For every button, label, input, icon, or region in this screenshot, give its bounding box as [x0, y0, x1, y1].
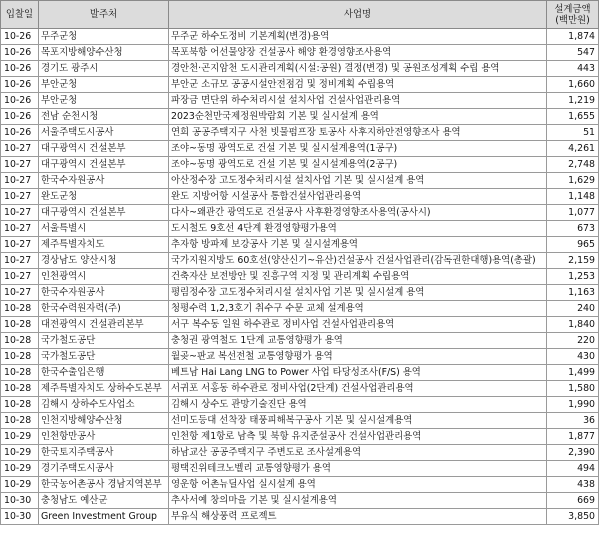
cell-amount: 438: [547, 477, 599, 493]
cell-project: 경안천·곤지암천 도시관리계획(시설:공원) 결정(변경) 및 공원조성계획 수립 용역: [169, 61, 547, 77]
cell-date: 10-26: [1, 125, 39, 141]
cell-amount: 1,219: [547, 93, 599, 109]
cell-amount: 36: [547, 413, 599, 429]
table-row: [1, 381, 599, 397]
cell-project: 부유식 해상풍력 프로젝트: [169, 509, 547, 525]
cell-date: 10-27: [1, 253, 39, 269]
cell-org: 부안군청: [39, 77, 169, 93]
header-project: 사업명: [169, 1, 547, 29]
cell-org: 대구광역시 건설본부: [39, 141, 169, 157]
cell-org: 한국수자원공사: [39, 285, 169, 301]
cell-amount: 1,148: [547, 189, 599, 205]
cell-amount: 220: [547, 333, 599, 349]
cell-date: 10-30: [1, 493, 39, 509]
cell-project: 추사서예 창의마을 기본 및 실시설계용역: [169, 493, 547, 509]
cell-date: 10-27: [1, 269, 39, 285]
cell-project: 파장금 면단위 하수처리시설 설치사업 건설사업관리용역: [169, 93, 547, 109]
cell-org: 부안군청: [39, 93, 169, 109]
cell-amount: 51: [547, 125, 599, 141]
cell-date: 10-30: [1, 509, 39, 525]
table-row: [1, 109, 599, 125]
cell-date: 10-26: [1, 109, 39, 125]
table-row: [1, 429, 599, 445]
cell-project: 월곶~판교 복선전철 교통영향평가 용역: [169, 349, 547, 365]
cell-project: 청평수력 1,2,3호기 취수구 수문 교체 설계용역: [169, 301, 547, 317]
cell-project: 베트남 Hai Lang LNG to Power 사업 타당성조사(F/S) 용역: [169, 365, 547, 381]
cell-date: 10-26: [1, 29, 39, 45]
cell-date: 10-27: [1, 189, 39, 205]
cell-org: 무주군청: [39, 29, 169, 45]
header-amount: [547, 1, 599, 29]
cell-org: 전남 순천시청: [39, 109, 169, 125]
table-row: [1, 445, 599, 461]
cell-org: 서울주택도시공사: [39, 125, 169, 141]
cell-date: 10-29: [1, 477, 39, 493]
table-row: [1, 29, 599, 45]
cell-project: 다사~왜관간 광역도로 건설공사 사후환경영향조사용역(공사시): [169, 205, 547, 221]
table-row: [1, 125, 599, 141]
cell-org: 완도군청: [39, 189, 169, 205]
table-row: [1, 157, 599, 173]
cell-org: 한국농어촌공사 경남지역본부: [39, 477, 169, 493]
cell-amount: 1,655: [547, 109, 599, 125]
cell-amount: 1,499: [547, 365, 599, 381]
cell-amount: 669: [547, 493, 599, 509]
cell-project: 완도 지방어항 시설공사 통합건설사업관리용역: [169, 189, 547, 205]
cell-date: 10-29: [1, 461, 39, 477]
header-org: 발주처: [39, 1, 169, 29]
table-row: [1, 285, 599, 301]
cell-project: 평택진위테크노벨리 교통영향평가 용역: [169, 461, 547, 477]
cell-amount: 1,629: [547, 173, 599, 189]
cell-project: 조야~동명 광역도로 건설 기본 및 실시설계용역(1공구): [169, 141, 547, 157]
cell-amount: 1,580: [547, 381, 599, 397]
cell-amount: 3,850: [547, 509, 599, 525]
table-row: [1, 77, 599, 93]
table-row: [1, 61, 599, 77]
header-amount-label: 설계금액: [554, 3, 591, 15]
cell-org: 대전광역시 건설관리본부: [39, 317, 169, 333]
cell-org: 대구광역시 건설본부: [39, 205, 169, 221]
cell-date: 10-27: [1, 205, 39, 221]
cell-org: 인천광역시: [39, 269, 169, 285]
cell-amount: 2,748: [547, 157, 599, 173]
table-row: [1, 221, 599, 237]
table-row: [1, 397, 599, 413]
cell-project: 연희 공공주택지구 사천 빗물펌프장 토공사 사후지하안전영향조사 용역: [169, 125, 547, 141]
table-row: [1, 317, 599, 333]
cell-amount: 1,840: [547, 317, 599, 333]
cell-amount: 4,261: [547, 141, 599, 157]
cell-date: 10-28: [1, 365, 39, 381]
cell-amount: 965: [547, 237, 599, 253]
cell-project: 2023순천만국제정원박람회 기본 및 실시설계 용역: [169, 109, 547, 125]
cell-amount: 1,077: [547, 205, 599, 221]
cell-org: 제주특별자치도: [39, 237, 169, 253]
header-amount-unit: (백만원): [555, 14, 590, 26]
header-date: 입찰일: [1, 1, 39, 29]
cell-project: 영운항 어촌뉴딜사업 실시설계 용역: [169, 477, 547, 493]
table-row: [1, 45, 599, 61]
cell-org: 김해시 상하수도사업소: [39, 397, 169, 413]
cell-amount: 1,253: [547, 269, 599, 285]
cell-org: 충청남도 예산군: [39, 493, 169, 509]
cell-project: 충청권 광역철도 1단계 교통영향평가 용역: [169, 333, 547, 349]
cell-amount: 1,990: [547, 397, 599, 413]
table-row: [1, 365, 599, 381]
cell-date: 10-26: [1, 93, 39, 109]
cell-org: 국가철도공단: [39, 349, 169, 365]
table-row: [1, 93, 599, 109]
cell-org: 인천지방해양수산청: [39, 413, 169, 429]
table-row: [1, 237, 599, 253]
cell-project: 무주군 하수도정비 기본계획(변경)용역: [169, 29, 547, 45]
table-row: [1, 205, 599, 221]
cell-amount: 1,163: [547, 285, 599, 301]
cell-amount: 2,159: [547, 253, 599, 269]
cell-date: 10-29: [1, 429, 39, 445]
cell-date: 10-28: [1, 333, 39, 349]
cell-date: 10-27: [1, 221, 39, 237]
cell-project: 인천항 제1항로 남측 및 북항 유지준설공사 건설사업관리용역: [169, 429, 547, 445]
cell-date: 10-28: [1, 381, 39, 397]
table-row: [1, 333, 599, 349]
cell-org: 경기도 광주시: [39, 61, 169, 77]
cell-date: 10-26: [1, 45, 39, 61]
cell-amount: 430: [547, 349, 599, 365]
cell-project: 조야~동명 광역도로 건설 기본 및 실시설계용역(2공구): [169, 157, 547, 173]
table-row: [1, 477, 599, 493]
cell-project: 국가지원지방도 60호선(양산신기~유산)건설공사 건설사업관리(감독권한대행)용역(총괄): [169, 253, 547, 269]
cell-date: 10-27: [1, 173, 39, 189]
cell-amount: 1,660: [547, 77, 599, 93]
cell-amount: 1,874: [547, 29, 599, 45]
table-row: [1, 509, 599, 525]
cell-date: 10-27: [1, 141, 39, 157]
cell-date: 10-29: [1, 445, 39, 461]
cell-date: 10-28: [1, 317, 39, 333]
cell-date: 10-27: [1, 285, 39, 301]
cell-amount: 240: [547, 301, 599, 317]
cell-org: 제주특별자치도 상하수도본부: [39, 381, 169, 397]
cell-amount: 673: [547, 221, 599, 237]
cell-org: 한국토지주택공사: [39, 445, 169, 461]
cell-org: Green Investment Group: [39, 509, 169, 525]
table-row: [1, 189, 599, 205]
table-row: [1, 141, 599, 157]
cell-org: 경기주택도시공사: [39, 461, 169, 477]
cell-date: 10-26: [1, 61, 39, 77]
table-row: [1, 301, 599, 317]
header-row: [1, 1, 599, 29]
cell-org: 목포지방해양수산청: [39, 45, 169, 61]
table-row: [1, 173, 599, 189]
cell-project: 아산정수장 고도정수처리시설 설치사업 기본 및 실시설계 용역: [169, 173, 547, 189]
table-row: [1, 269, 599, 285]
cell-project: 추자항 방파제 보강공사 기본 및 실시설계용역: [169, 237, 547, 253]
table-row: [1, 413, 599, 429]
cell-org: 경상남도 양산시청: [39, 253, 169, 269]
cell-date: 10-28: [1, 301, 39, 317]
cell-amount: 443: [547, 61, 599, 77]
cell-project: 평림정수장 고도정수처리시설 설치사업 기본 및 실시설계 용역: [169, 285, 547, 301]
table-row: [1, 493, 599, 509]
table-row: [1, 461, 599, 477]
cell-amount: 494: [547, 461, 599, 477]
cell-org: 대구광역시 건설본부: [39, 157, 169, 173]
cell-date: 10-27: [1, 157, 39, 173]
cell-amount: 547: [547, 45, 599, 61]
cell-amount: 2,390: [547, 445, 599, 461]
cell-project: 목포북항 어선물양장 건설공사 해양 환경영향조사용역: [169, 45, 547, 61]
cell-project: 선미도등대 선착장 태풍피해복구공사 기본 및 실시설계용역: [169, 413, 547, 429]
cell-date: 10-28: [1, 349, 39, 365]
cell-date: 10-28: [1, 397, 39, 413]
cell-project: 도시철도 9호선 4단계 환경영향평가용역: [169, 221, 547, 237]
cell-project: 서구 복수동 일원 하수관로 정비사업 건설사업관리용역: [169, 317, 547, 333]
cell-project: 하남교산 공공주택지구 주변도로 조사설계용역: [169, 445, 547, 461]
cell-date: 10-27: [1, 237, 39, 253]
cell-org: 국가철도공단: [39, 333, 169, 349]
cell-org: 서울특별시: [39, 221, 169, 237]
cell-org: 한국수출입은행: [39, 365, 169, 381]
cell-project: 김해시 상수도 관망기술진단 용역: [169, 397, 547, 413]
cell-org: 인천항만공사: [39, 429, 169, 445]
table-row: [1, 349, 599, 365]
cell-project: 부안군 소규모 공공시설안전점검 및 정비계획 수립용역: [169, 77, 547, 93]
cell-project: 건축자산 보전방안 및 진흥구역 지정 및 관리계획 수립용역: [169, 269, 547, 285]
cell-date: 10-26: [1, 77, 39, 93]
cell-org: 한국수력원자력(주): [39, 301, 169, 317]
cell-amount: 1,877: [547, 429, 599, 445]
table-row: [1, 253, 599, 269]
cell-project: 서귀포 서홍동 하수관로 정비사업(2단계) 건설사업관리용역: [169, 381, 547, 397]
cell-date: 10-28: [1, 413, 39, 429]
cell-org: 한국수자원공사: [39, 173, 169, 189]
